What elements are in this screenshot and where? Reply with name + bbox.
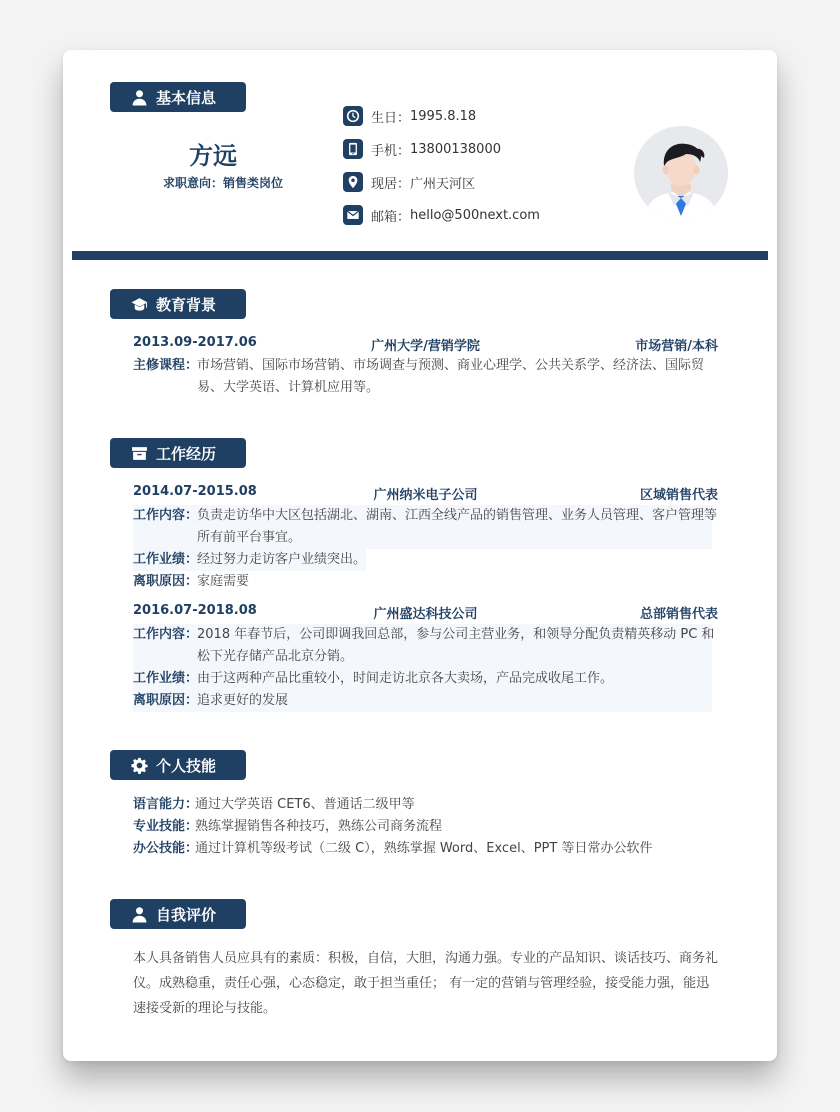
- mail-icon: [343, 205, 363, 225]
- field-label: 语言能力：: [133, 797, 199, 812]
- section-tag-self-evaluation: [110, 899, 246, 929]
- work-header-row: [133, 603, 718, 621]
- field-value: 市场营销、国际市场营销、市场调查与预测、商业心理学、公共关系学、经济法、国际贸易、大学英语、计算机应用等。: [197, 358, 705, 395]
- contact-label: 手机：: [371, 143, 411, 159]
- contact-value: 13800138000: [410, 141, 501, 157]
- contact-label: 生日：: [371, 110, 411, 126]
- field-label: 工作内容：: [133, 627, 199, 642]
- work-period: 2014.07-2015.08: [133, 484, 257, 499]
- field-value: 通过计算机等级考试（二级 C），熟练掌握 Word、Excel、PPT 等日常办公软件: [195, 841, 653, 856]
- work-result: [133, 549, 718, 571]
- user-icon: [130, 905, 148, 923]
- self-evaluation-text: 本人具备销售人员应具有的素质：积极，自信，大胆，沟通力强。专业的产品知识、谈话技巧、商务礼仪。成熟稳重，责任心强，心态稳定，敢于担当重任； 有一定的营销与管理经验，接受能力强，能迅速接受新的理论与技能。: [133, 951, 719, 1016]
- graduation-cap-icon: [130, 295, 148, 313]
- clock-icon: [343, 106, 363, 126]
- skill-office: [133, 838, 718, 860]
- contact-phone: [343, 138, 501, 160]
- contact-birthday: [343, 105, 476, 127]
- field-value: 经过努力走访客户业绩突出。: [197, 552, 367, 567]
- section-title: 工作经历: [156, 444, 217, 463]
- avatar: [634, 126, 728, 220]
- skill-language: [133, 794, 718, 816]
- section-title: 个人技能: [156, 756, 217, 775]
- contact-value: 1995.8.18: [410, 108, 477, 124]
- field-value: 2018 年春节后，公司即调我回总部，参与公司主营业务，和领导分配负责精英移动 PC 和松下光存储产品北京分销。: [197, 627, 715, 664]
- work-header-row: [133, 484, 718, 502]
- work-content: [133, 624, 718, 668]
- section-title: 自我评价: [156, 905, 217, 924]
- work-leave-reason: [133, 690, 718, 712]
- section-tag-skills: [110, 750, 246, 780]
- section-tag-work: [110, 438, 246, 468]
- contact-label: 现居：: [371, 176, 411, 192]
- field-value: 由于这两种产品比重较小，时间走访北京各大卖场，产品完成收尾工作。: [197, 671, 614, 686]
- field-label: 专业技能：: [133, 819, 199, 834]
- field-value: 负责走访华中大区包括湖北、湖南、江西全线产品的销售管理、业务人员管理、客户管理等所有前平台事宜。: [197, 508, 718, 545]
- field-value: 家庭需要: [197, 574, 250, 589]
- section-tag-education: [110, 289, 246, 319]
- user-icon: [130, 88, 148, 106]
- archive-box-icon: [130, 444, 148, 462]
- work-role: 区域销售代表: [639, 488, 718, 503]
- section-title: 基本信息: [156, 88, 217, 107]
- work-result: [133, 668, 718, 690]
- contact-email: [343, 204, 540, 226]
- skill-professional: [133, 816, 718, 838]
- field-label: 离职原因：: [133, 574, 199, 589]
- education-major: 市场营销/本科: [635, 339, 718, 354]
- job-intent-label: 求职意向：: [162, 176, 223, 190]
- candidate-name: 方远: [189, 142, 237, 170]
- work-period: 2016.07-2018.08: [133, 603, 257, 618]
- section-title: 教育背景: [156, 295, 217, 314]
- contact-value: 广州天河区: [410, 176, 476, 192]
- contact-location: [343, 171, 475, 193]
- contact-label: 邮箱：: [371, 209, 411, 225]
- education-period: 2013.09-2017.06: [133, 335, 257, 350]
- education-school: 广州大学/营销学院: [371, 339, 480, 354]
- field-value: 熟练掌握销售各种技巧，熟练公司商务流程: [195, 819, 443, 834]
- education-header-row: [133, 335, 718, 353]
- location-pin-icon: [343, 172, 363, 192]
- education-courses: [133, 355, 718, 399]
- work-leave-reason: [133, 571, 718, 593]
- work-company: 广州盛达科技公司: [373, 607, 478, 622]
- field-label: 主修课程：: [133, 358, 199, 373]
- work-company: 广州纳米电子公司: [373, 488, 478, 503]
- field-value: 追求更好的发展: [197, 693, 289, 708]
- job-intent-value: 销售类岗位: [223, 176, 284, 190]
- field-label: 工作内容：: [133, 508, 199, 523]
- gear-icon: [130, 756, 148, 774]
- field-label: 工作业绩：: [133, 671, 199, 686]
- contact-value: hello@500next.com: [410, 207, 540, 223]
- field-value: 通过大学英语 CET6、普通话二级甲等: [195, 797, 415, 812]
- field-label: 办公技能：: [133, 841, 199, 856]
- field-label: 工作业绩：: [133, 552, 199, 567]
- work-content: [133, 505, 718, 549]
- field-label: 离职原因：: [133, 693, 199, 708]
- job-intent: [123, 174, 323, 191]
- resume-page: [63, 50, 777, 1061]
- work-role: 总部销售代表: [639, 607, 718, 622]
- header-divider: [72, 251, 768, 260]
- section-tag-basic-info: [110, 82, 246, 112]
- phone-icon: [343, 139, 363, 159]
